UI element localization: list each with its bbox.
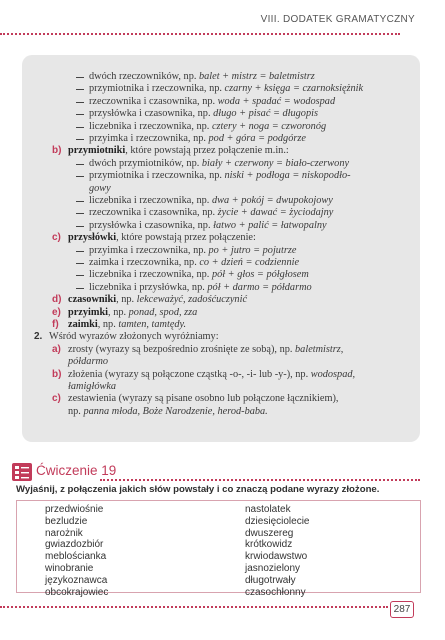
list-dash xyxy=(76,139,84,140)
compound-word: krótkowidz xyxy=(245,539,293,551)
list-letter xyxy=(52,393,61,405)
compound-rule-line xyxy=(89,96,335,108)
compound-word: meblościanka xyxy=(45,551,107,563)
list-letter xyxy=(52,294,61,306)
rule-example: czarny + księga = czarnoksiężnik xyxy=(224,83,364,95)
grammar-content xyxy=(22,71,420,442)
exercise-title-dotted-rule xyxy=(100,479,420,481)
compound-rule-line xyxy=(89,220,327,232)
compound-rule-line xyxy=(89,71,315,83)
category-line xyxy=(68,294,247,306)
compound-rule-line xyxy=(89,257,299,269)
rule-text: liczebnika i rzeczownika, np. xyxy=(89,195,212,206)
category-rest: , np. xyxy=(108,306,129,318)
point-text-content: Wśród wyrazów złożonych wyróżniamy: xyxy=(49,331,219,343)
compound-rule-line xyxy=(89,133,306,145)
compound-rule-continuation xyxy=(89,183,111,195)
list-letter xyxy=(52,145,61,157)
exercise-title: Ćwiczenie 19 xyxy=(36,463,117,478)
compound-rule-line xyxy=(89,83,363,95)
exercise-checklist-icon xyxy=(12,463,32,481)
rule-text: zaimka i rzeczownika, np. xyxy=(89,257,200,268)
rule-text: przymiotnika i rzeczownika, np. xyxy=(89,170,225,182)
compound-rule-line xyxy=(89,121,326,133)
compound-word: narożnik xyxy=(45,527,83,539)
type-text: złożenia (wyrazy są połączone cząstką -o-, -i- lub -y-), np. xyxy=(68,368,311,380)
grammar-box xyxy=(22,55,420,442)
rule-example: pół + darmo = półdarmo xyxy=(207,281,312,293)
point-text xyxy=(49,331,219,343)
list-dash xyxy=(76,89,84,90)
rule-example: niski + podłoga = niskopodło- xyxy=(224,170,351,182)
list-dash xyxy=(76,275,84,276)
bottom-dotted-rule xyxy=(0,606,388,608)
compound-word: obcokrajowiec xyxy=(45,586,109,598)
rule-text: przysłówka i czasownika, np. xyxy=(89,108,214,120)
compound-rule-line xyxy=(89,195,333,207)
letter-label: b) xyxy=(52,145,62,157)
letter-label: a) xyxy=(52,343,61,355)
list-dash xyxy=(76,164,84,165)
compound-rule-line xyxy=(89,158,349,170)
letter-label: e) xyxy=(52,306,61,318)
rule-text: liczebnika i rzeczownika, np. xyxy=(89,120,212,132)
list-dash xyxy=(76,251,84,252)
type-line-continuation xyxy=(68,406,268,418)
type-example: panna młoda, Boże Narodzenie, herod-baba. xyxy=(83,405,268,417)
exercise-instruction: Wyjaśnij, z połączenia jakich słów powstały i co znaczą podane wyrazy złożone. xyxy=(16,484,380,495)
compound-word: winobranie xyxy=(45,562,94,574)
list-dash xyxy=(76,102,84,103)
compound-word: długotrwały xyxy=(245,574,296,586)
compound-rule-line xyxy=(89,282,312,294)
compound-rule-line xyxy=(89,207,333,219)
compound-word: gwiazdozbiór xyxy=(45,539,104,551)
type-example: baletmistrz, xyxy=(295,343,344,355)
category-rest: , np. xyxy=(97,319,119,330)
compound-word: jasnozielony xyxy=(245,562,301,574)
type-example: łamigłówka xyxy=(68,381,117,392)
type-line-continuation xyxy=(68,381,116,393)
category-line xyxy=(68,319,186,331)
compound-word: bezludzie xyxy=(45,515,88,527)
rule-text: przyimka i rzeczownika, np. xyxy=(89,133,209,144)
compound-word: dwuszereg xyxy=(245,527,294,539)
rule-example: pod + góra = podgórze xyxy=(208,133,306,144)
category-example: tamten, tamtędy. xyxy=(118,319,187,330)
type-line xyxy=(68,393,338,405)
type-text: zrosty (wyrazy są bezpośrednio zrośnięte ze sobą), np. xyxy=(68,343,296,355)
rule-example: co + dzień = codziennie xyxy=(199,257,300,268)
category-line xyxy=(68,232,256,244)
compound-word: nastolatek xyxy=(245,504,291,515)
type-line xyxy=(68,369,355,381)
category-rest: , które powstają przez połączenie: xyxy=(116,232,256,244)
list-dash xyxy=(76,201,84,202)
type-example: wodospad, xyxy=(310,368,356,380)
rule-example: pół + głos = półgłosem xyxy=(211,269,309,281)
type-text: zestawienia (wyrazy są pisane osobno lub połączone łącznikiem), xyxy=(68,393,339,405)
rule-text: dwóch rzeczowników, np. xyxy=(89,71,199,82)
category-line xyxy=(68,307,197,319)
point-number xyxy=(34,331,42,343)
category-name: czasowniki xyxy=(68,294,117,306)
compound-rule-line xyxy=(89,269,309,281)
rule-text: liczebnika i przysłówka, np. xyxy=(89,281,208,293)
rule-example: balet + mistrz = baletmistrz xyxy=(199,71,315,82)
category-name: przysłówki xyxy=(68,232,117,244)
rule-example: po + jutro = pojutrze xyxy=(208,244,297,256)
rule-example: biały + czerwony = biało-czerwony xyxy=(201,157,350,169)
letter-label: b) xyxy=(52,368,62,380)
category-rest: , które powstają przez połączenie m.in.: xyxy=(125,145,289,157)
compound-word: językoznawca xyxy=(45,574,108,586)
point-number-label: 2. xyxy=(34,331,43,343)
list-dash xyxy=(76,77,84,78)
letter-label: f) xyxy=(52,319,59,330)
page-number: 287 xyxy=(390,601,414,618)
rule-example: dwa + pokój = dwupokojowy xyxy=(211,195,333,206)
letter-label: c) xyxy=(52,232,61,244)
list-dash xyxy=(76,114,84,115)
section-header: VIII. DODATEK GRAMATYCZNY xyxy=(260,14,415,25)
rule-example: łatwo + palić = łatwopalny xyxy=(213,219,327,231)
rule-text: przyimka i rzeczownika, np. xyxy=(89,244,209,256)
list-dash xyxy=(76,127,84,128)
category-line xyxy=(68,145,289,157)
rule-text: liczebnika i rzeczownika, np. xyxy=(89,269,212,281)
rule-example: życie + dawać = życiodajny xyxy=(217,207,334,219)
rule-text: dwóch przymiotników, np. xyxy=(89,157,202,169)
category-example: lekceważyć, zadośćuczynić xyxy=(136,294,248,306)
list-dash xyxy=(76,226,84,227)
list-dash xyxy=(76,176,84,177)
category-name: przymiotniki xyxy=(68,145,126,157)
list-dash xyxy=(76,263,84,264)
list-letter xyxy=(52,307,61,319)
letter-label: c) xyxy=(52,393,61,405)
word-column-right xyxy=(245,504,309,598)
letter-label: d) xyxy=(52,294,62,306)
compound-rule-line xyxy=(89,170,351,182)
rule-example: gowy xyxy=(89,182,111,194)
rule-text: rzeczownika i czasownika, np. xyxy=(89,95,218,107)
list-letter xyxy=(52,232,61,244)
list-dash xyxy=(76,288,84,289)
type-line-continuation xyxy=(68,356,108,368)
rule-text: rzeczownika i czasownika, np. xyxy=(89,207,218,219)
rule-text: przysłówka i czasownika, np. xyxy=(89,219,214,231)
list-letter xyxy=(52,319,59,331)
compound-word: krwiodawstwo xyxy=(245,551,308,563)
category-rest: , np. xyxy=(116,294,137,306)
word-column-left xyxy=(45,504,108,598)
category-name: przyimki xyxy=(68,306,109,318)
rule-example: cztery + noga = czworonóg xyxy=(211,120,327,132)
compound-rule-line xyxy=(89,245,296,257)
compound-word: czasochłonny xyxy=(245,586,306,598)
category-name: zaimki xyxy=(68,319,98,330)
rule-example: woda + spadać = wodospad xyxy=(217,95,336,107)
type-text: np. xyxy=(68,405,84,417)
compound-rule-line xyxy=(89,108,318,120)
compound-word: przedwiośnie xyxy=(45,504,104,515)
list-letter xyxy=(52,344,61,356)
list-letter xyxy=(52,369,61,381)
type-line xyxy=(68,344,343,356)
compound-word: dziesięciolecie xyxy=(245,515,310,527)
type-example: półdarmo xyxy=(68,356,109,368)
word-list-box xyxy=(16,500,421,598)
rule-example: długo + pisać = długopis xyxy=(213,108,318,120)
list-dash xyxy=(76,213,84,214)
rule-text: przymiotnika i rzeczownika, np. xyxy=(89,83,225,95)
top-dotted-rule xyxy=(0,33,400,35)
category-example: ponad, spod, zza xyxy=(128,306,198,318)
